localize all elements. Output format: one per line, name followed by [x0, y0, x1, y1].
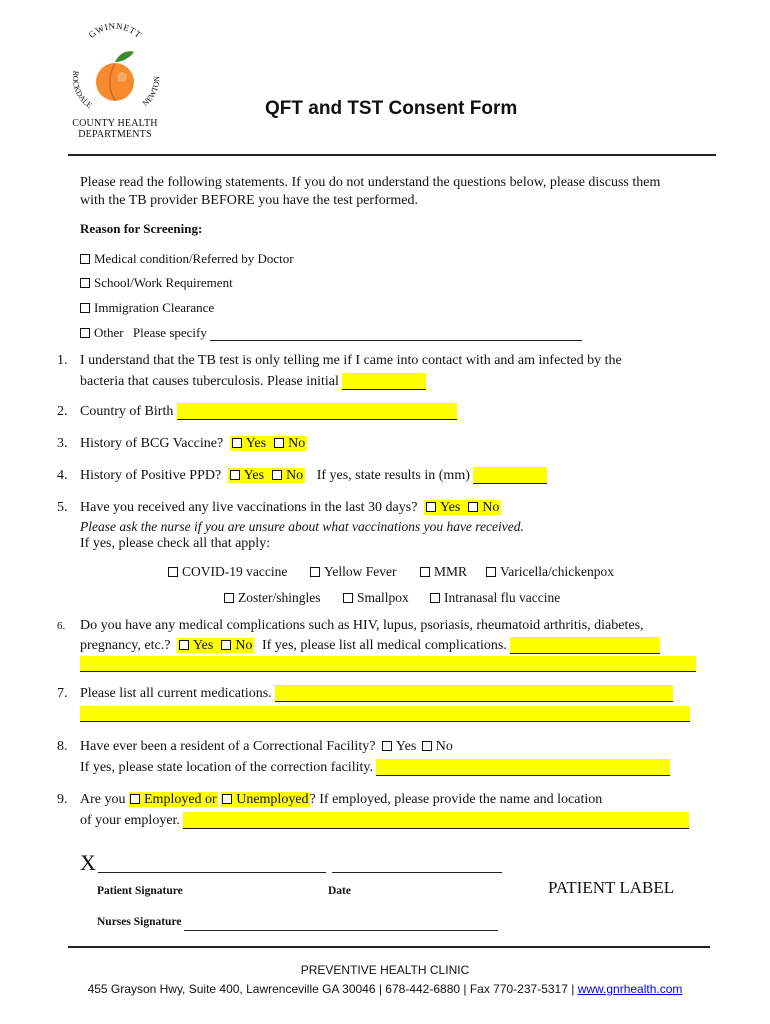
- current-medications-field-1[interactable]: [275, 685, 673, 702]
- vaccine-yellow-fever[interactable]: Yellow Fever: [310, 563, 397, 580]
- vaccine-zoster[interactable]: Zoster/shingles: [224, 589, 321, 606]
- vaccine-varicella[interactable]: Varicella/chickenpox: [486, 563, 614, 580]
- patient-signature-field[interactable]: [98, 858, 326, 873]
- checkbox-icon[interactable]: [230, 470, 240, 480]
- q9-number: 9.: [57, 792, 68, 807]
- website-link[interactable]: www.gnrhealth.com: [577, 982, 683, 996]
- checkbox-icon[interactable]: [486, 567, 496, 577]
- checkbox-icon[interactable]: [343, 593, 353, 603]
- q4-number: 4.: [57, 468, 68, 483]
- checkbox-icon[interactable]: [80, 254, 90, 264]
- checkbox-icon[interactable]: [426, 502, 436, 512]
- q3-yes-option[interactable]: Yes: [230, 436, 268, 451]
- vaccine-smallpox[interactable]: Smallpox: [343, 589, 409, 606]
- checkbox-icon[interactable]: [168, 567, 178, 577]
- peach-logo-icon: [60, 22, 170, 122]
- reason-heading: Reason for Screening:: [80, 221, 203, 236]
- health-department-logo: [60, 22, 170, 142]
- medical-complications-field-2[interactable]: [80, 656, 696, 672]
- q5-yes-option[interactable]: Yes: [424, 500, 462, 515]
- q3-number: 3.: [57, 436, 68, 451]
- date-label: Date: [328, 885, 351, 897]
- q5-check-all: If yes, please check all that apply:: [80, 536, 271, 551]
- q5-row: Have you received any live vaccinations in the last 30 days? Yes No: [80, 500, 500, 515]
- intro-line1: Please read the following statements. If you do not understand the questions below, please discuss them: [80, 175, 661, 190]
- date-field[interactable]: [332, 858, 502, 873]
- checkbox-icon[interactable]: [179, 640, 189, 650]
- correctional-location-field[interactable]: [376, 759, 670, 776]
- q6-number: 6.: [57, 620, 66, 632]
- current-medications-field-2[interactable]: [80, 706, 690, 722]
- reason-option-medical[interactable]: Medical condition/Referred by Doctor: [80, 250, 294, 267]
- q6-line1: Do you have any medical complications such as HIV, lupus, psoriasis, rheumatoid arthritis, diabetes,: [80, 618, 644, 633]
- nurses-signature-field[interactable]: [184, 918, 498, 931]
- svg-text:NEWTON: NEWTON: [140, 75, 162, 109]
- q4-yes-option[interactable]: Yes: [228, 468, 266, 483]
- checkbox-icon[interactable]: [422, 741, 432, 751]
- other-specify-field[interactable]: [210, 326, 582, 341]
- q3-row: History of BCG Vaccine? Yes No: [80, 436, 306, 451]
- q8-yes-option[interactable]: Yes: [382, 739, 416, 754]
- svg-text:GWINNETT: GWINNETT: [86, 22, 144, 41]
- footer-divider: [68, 946, 710, 948]
- q7-number: 7.: [57, 686, 68, 701]
- reason-option-other[interactable]: Other Please specify: [80, 324, 582, 341]
- q1-number: 1.: [57, 353, 68, 368]
- q9-row: Are you Employed or Unemployed? If employed, please provide the name and location: [80, 792, 603, 807]
- vaccine-covid[interactable]: COVID-19 vaccine: [168, 563, 287, 580]
- q5-note: Please ask the nurse if you are unsure about what vaccinations you have received.: [80, 519, 524, 534]
- vaccine-intranasal-flu[interactable]: Intranasal flu vaccine: [430, 589, 560, 606]
- medical-complications-field-1[interactable]: [510, 637, 660, 654]
- q2-number: 2.: [57, 404, 68, 419]
- checkbox-icon[interactable]: [80, 303, 90, 313]
- checkbox-icon[interactable]: [130, 794, 140, 804]
- q5-number: 5.: [57, 500, 68, 515]
- checkbox-icon[interactable]: [80, 328, 90, 338]
- q8-number: 8.: [57, 739, 68, 754]
- q1-line1: I understand that the TB test is only telling me if I came into contact with and am infected by the: [80, 353, 622, 368]
- header-divider: [68, 154, 716, 156]
- country-of-birth-field[interactable]: [177, 403, 457, 420]
- nurses-signature-row: Nurses Signature: [97, 914, 498, 931]
- employer-field[interactable]: [183, 812, 689, 829]
- checkbox-icon[interactable]: [310, 567, 320, 577]
- q8-line2: If yes, please state location of the correction facility.: [80, 759, 670, 776]
- checkbox-icon[interactable]: [420, 567, 430, 577]
- q9-line2: of your employer.: [80, 812, 689, 829]
- signature-x-mark: X: [80, 850, 96, 875]
- q6-no-option[interactable]: No: [215, 638, 254, 653]
- checkbox-icon[interactable]: [272, 470, 282, 480]
- q6-yes-option[interactable]: Yes: [177, 638, 215, 653]
- patient-label: PATIENT LABEL: [548, 878, 675, 897]
- patient-signature-label: Patient Signature: [97, 885, 183, 897]
- q6-line2: pregnancy, etc.? Yes No If yes, please list all medical complications.: [80, 637, 660, 654]
- q4-row: History of Positive PPD? Yes No If yes, state results in (mm): [80, 467, 547, 484]
- svg-text:ROCKDALE: ROCKDALE: [70, 70, 94, 111]
- q2-row: Country of Birth: [80, 403, 457, 420]
- page-title: QFT and TST Consent Form: [265, 98, 518, 119]
- intro-line2: with the TB provider BEFORE you have the test performed.: [80, 193, 419, 208]
- checkbox-icon[interactable]: [468, 502, 478, 512]
- unemployed-option[interactable]: Unemployed: [221, 792, 309, 807]
- reason-option-school-work[interactable]: School/Work Requirement: [80, 274, 233, 291]
- reason-option-immigration[interactable]: Immigration Clearance: [80, 299, 214, 316]
- q8-row: Have ever been a resident of a Correctional Facility? Yes No: [80, 739, 453, 754]
- employed-option[interactable]: Employed or: [129, 792, 218, 807]
- initial-field[interactable]: [342, 373, 426, 390]
- checkbox-icon[interactable]: [382, 741, 392, 751]
- checkbox-icon[interactable]: [80, 278, 90, 288]
- q4-no-option[interactable]: No: [266, 468, 305, 483]
- logo-line1: COUNTY HEALTH: [72, 118, 158, 129]
- checkbox-icon[interactable]: [221, 640, 231, 650]
- q3-no-option[interactable]: No: [268, 436, 307, 451]
- checkbox-icon[interactable]: [232, 438, 242, 448]
- checkbox-icon[interactable]: [274, 438, 284, 448]
- q7-row: Please list all current medications.: [80, 685, 673, 702]
- ppd-results-field[interactable]: [473, 467, 547, 484]
- checkbox-icon[interactable]: [430, 593, 440, 603]
- q5-no-option[interactable]: No: [462, 500, 501, 515]
- logo-line2: DEPARTMENTS: [78, 129, 152, 140]
- checkbox-icon[interactable]: [222, 794, 232, 804]
- vaccine-mmr[interactable]: MMR: [420, 563, 467, 580]
- q1-line2: bacteria that causes tuberculosis. Please initial: [80, 373, 426, 390]
- footer-address: 455 Grayson Hwy, Suite 400, Lawrenceville GA 30046 | 678-442-6880 | Fax 770-237-5317 | www.gnrhealth.com: [87, 982, 683, 996]
- q8-no-option[interactable]: No: [422, 739, 453, 754]
- footer-clinic-name: PREVENTIVE HEALTH CLINIC: [300, 963, 470, 977]
- checkbox-icon[interactable]: [224, 593, 234, 603]
